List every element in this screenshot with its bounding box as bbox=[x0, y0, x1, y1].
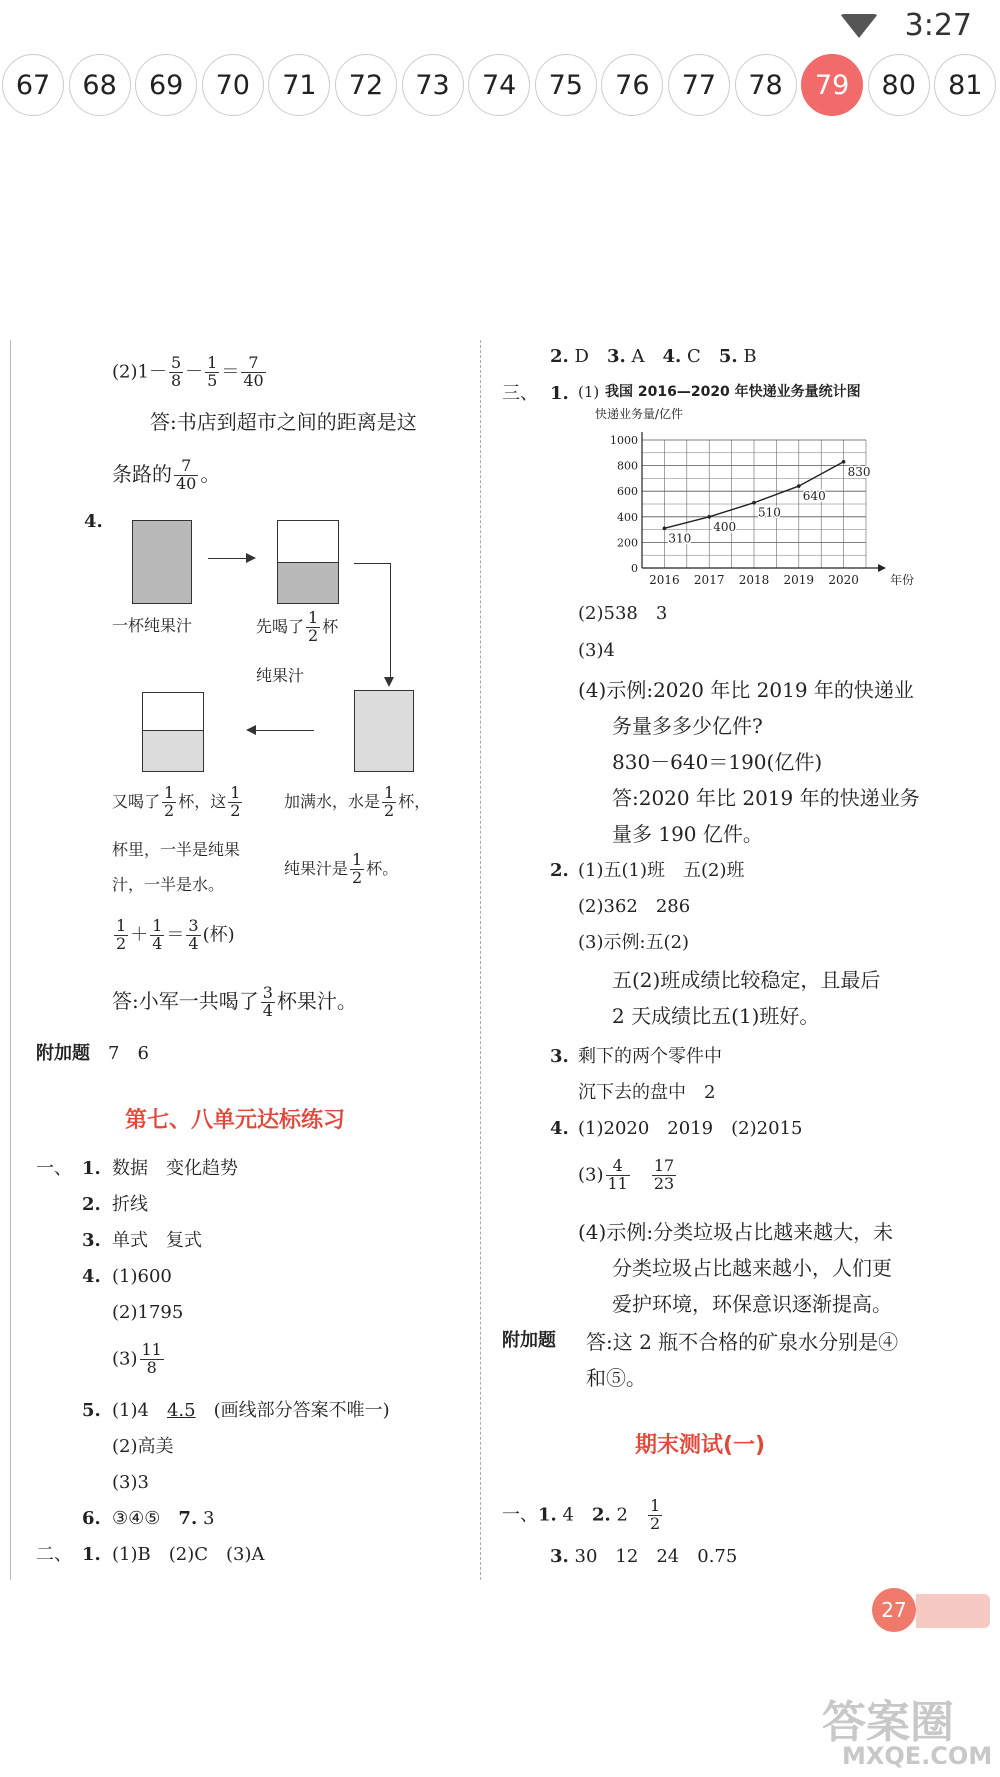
answer-text: (1)五(1)班 五(2)班 bbox=[578, 860, 745, 881]
data-label: 510 bbox=[758, 505, 781, 520]
answer-line: 答:小军一共喝了 $\frac{3}{4}$ 杯果汁。 bbox=[112, 983, 357, 1020]
question-number: 2. bbox=[82, 1194, 101, 1215]
answer-text: (2)362 286 bbox=[578, 896, 691, 917]
data-label: 830 bbox=[847, 464, 871, 479]
answer-text: (2)1795 bbox=[112, 1302, 184, 1323]
answer-text: (4)示例:2020 年比 2019 年的快递业 bbox=[578, 678, 914, 702]
page-button-71[interactable]: 71 bbox=[268, 54, 330, 116]
section-number: 三、 bbox=[502, 383, 538, 404]
mixed-cup bbox=[142, 692, 204, 772]
question-number: 1. bbox=[82, 1158, 101, 1179]
y-axis-label: 快递业务量/亿件 bbox=[595, 407, 684, 421]
x-tick-label: 2018 bbox=[738, 573, 770, 587]
page-selector bbox=[2, 54, 1000, 116]
y-tick-label: 800 bbox=[617, 459, 638, 473]
answer-text: 量多 190 亿件。 bbox=[612, 822, 763, 846]
page-button-79[interactable]: 79 bbox=[801, 54, 863, 116]
page-tab bbox=[916, 1594, 990, 1628]
x-axis-arrow bbox=[878, 564, 886, 572]
answer-text: (3) $\frac{4}{11}$ $\frac{17}{23}$ bbox=[578, 1156, 675, 1193]
y-tick-label: 1000 bbox=[610, 434, 638, 447]
page-button-80[interactable]: 80 bbox=[868, 54, 930, 116]
answer-text: (2)高美 bbox=[112, 1436, 174, 1457]
y-tick-label: 0 bbox=[631, 562, 638, 575]
full-cup bbox=[132, 520, 192, 604]
left-margin-line bbox=[10, 340, 11, 1580]
question-number: 4. bbox=[550, 1118, 569, 1139]
wifi-icon bbox=[840, 14, 878, 38]
chart-title: 我国 2016—2020 年快递业务量统计图 bbox=[605, 384, 861, 400]
answer-text: (1)600 bbox=[112, 1266, 172, 1287]
page-button-67[interactable]: 67 bbox=[2, 54, 64, 116]
answer-text: (3)4 bbox=[578, 640, 615, 661]
question-number: 4. bbox=[84, 511, 103, 532]
arrow-down bbox=[354, 563, 391, 682]
answer-line: 3. 30 12 24 0.75 bbox=[550, 1546, 738, 1567]
answer-text: 剩下的两个零件中 bbox=[578, 1046, 722, 1067]
eq-line-2: (2)1－ $\frac{5}{8}$ － $\frac{1}{5}$ ＝ $\frac{7}{40}$ bbox=[112, 353, 264, 390]
y-tick-label: 600 bbox=[617, 485, 638, 499]
watermark-url: MXQE.COM bbox=[842, 1742, 993, 1770]
answer-text: ③④⑤ 7. 3 bbox=[112, 1508, 215, 1529]
data-point bbox=[707, 515, 711, 519]
diagram-caption: 纯果汁 bbox=[256, 666, 305, 685]
answer-text: (3) $\frac{11}{8}$ bbox=[112, 1340, 162, 1377]
answer-text: 2 天成绩比五(1)班好。 bbox=[612, 1004, 820, 1028]
diagram-caption: 汁，一半是水。 bbox=[112, 875, 225, 894]
diagram-caption: 杯里，一半是纯果 bbox=[112, 840, 241, 859]
answer-text: 答:2020 年比 2019 年的快递业务 bbox=[612, 786, 920, 810]
answer-text: 和⑤。 bbox=[586, 1366, 646, 1390]
data-point bbox=[797, 484, 801, 488]
bonus-label: 附加题 bbox=[502, 1330, 556, 1351]
answer-text: (3)3 bbox=[112, 1472, 149, 1493]
answer-line: 答:书店到超市之间的距离是这 bbox=[150, 410, 417, 434]
answer-line: 一、1. 4 2. 2 $\frac{1}{2}$ bbox=[502, 1496, 661, 1533]
data-label: 400 bbox=[713, 519, 737, 534]
answer-text: (2)538 3 bbox=[578, 603, 668, 624]
x-tick-label: 2017 bbox=[693, 573, 725, 587]
page-button-73[interactable]: 73 bbox=[402, 54, 464, 116]
answer-text: 答:这 2 瓶不合格的矿泉水分别是④ bbox=[586, 1330, 899, 1354]
page-number: 27 bbox=[872, 1588, 916, 1632]
answer-text: (1)4 4.5 (画线部分答案不唯一) bbox=[112, 1400, 390, 1421]
data-point bbox=[842, 460, 846, 464]
diagram-caption: 先喝了 $\frac{1}{2}$ 杯 bbox=[256, 608, 339, 645]
answer-text: 爱护环境，环保意识逐渐提高。 bbox=[612, 1292, 892, 1316]
sum-equation: $\frac{1}{2}$ ＋ $\frac{1}{4}$ ＝ $\frac{3}{4}$ (杯) bbox=[116, 916, 235, 953]
section-number: 一、 bbox=[36, 1158, 72, 1179]
diagram-caption: 一杯纯果汁 bbox=[112, 616, 193, 635]
page-button-68[interactable]: 68 bbox=[69, 54, 131, 116]
bonus-label: 附加题 7 6 bbox=[36, 1043, 149, 1064]
status-time: 3:27 bbox=[904, 8, 972, 43]
answer-text: (1)B (2)C (3)A bbox=[112, 1544, 265, 1565]
answer-text: (3)示例:五(2) bbox=[578, 932, 690, 953]
answer-text: (1)2020 2019 (2)2015 bbox=[578, 1118, 803, 1139]
data-label: 310 bbox=[668, 531, 692, 546]
arrow-right bbox=[208, 558, 254, 559]
page-button-75[interactable]: 75 bbox=[535, 54, 597, 116]
line-chart bbox=[595, 382, 915, 592]
page-button-76[interactable]: 76 bbox=[601, 54, 663, 116]
page-button-72[interactable]: 72 bbox=[335, 54, 397, 116]
section-title: 第七、八单元达标练习 bbox=[125, 1108, 346, 1133]
diagram-caption: 纯果汁是 $\frac{1}{2}$ 杯。 bbox=[284, 850, 399, 887]
page-button-69[interactable]: 69 bbox=[135, 54, 197, 116]
y-tick-label: 400 bbox=[617, 510, 638, 524]
answer-text: 沉下去的盘中 2 bbox=[578, 1082, 716, 1103]
page-button-78[interactable]: 78 bbox=[735, 54, 797, 116]
question-number: 4. bbox=[82, 1266, 101, 1287]
x-tick-label: 2016 bbox=[649, 573, 680, 587]
page-button-74[interactable]: 74 bbox=[468, 54, 530, 116]
answer-text: 单式 复式 bbox=[112, 1230, 202, 1251]
question-number: 2. bbox=[550, 860, 569, 881]
data-point bbox=[752, 501, 756, 505]
answer-line: 2. D 3. A 4. C 5. B bbox=[550, 346, 757, 367]
x-tick-label: 2020 bbox=[828, 573, 859, 587]
x-axis-label: 年份 bbox=[890, 573, 915, 587]
half-cup bbox=[277, 520, 339, 604]
answer-text: (1) bbox=[578, 383, 600, 401]
column-divider bbox=[480, 340, 481, 1580]
section-number: 二、 bbox=[36, 1544, 72, 1565]
answer-text: 分类垃圾占比越来越小，人们更 bbox=[612, 1256, 892, 1280]
data-point bbox=[663, 527, 667, 531]
answer-text: 五(2)班成绩比较稳定，且最后 bbox=[612, 968, 881, 992]
arrow-left bbox=[248, 730, 314, 731]
diagram-caption: 又喝了 $\frac{1}{2}$ 杯，这 $\frac{1}{2}$ bbox=[112, 783, 241, 820]
page-button-70[interactable]: 70 bbox=[202, 54, 264, 116]
answer-text: 务量多多少亿件? bbox=[612, 714, 763, 738]
question-number: 6. bbox=[82, 1508, 101, 1529]
question-number: 1. bbox=[550, 383, 569, 404]
arrow-down-head bbox=[384, 677, 394, 687]
refilled-cup bbox=[354, 690, 414, 772]
answer-text: 数据 变化趋势 bbox=[112, 1158, 238, 1179]
section-title: 期末测试(一) bbox=[635, 1433, 766, 1458]
page-button-77[interactable]: 77 bbox=[668, 54, 730, 116]
question-number: 3. bbox=[550, 1046, 569, 1067]
diagram-caption: 加满水，水是 $\frac{1}{2}$ 杯， bbox=[284, 783, 431, 820]
answer-text: 830－640＝190(亿件) bbox=[612, 750, 823, 774]
answer-line: 条路的 $\frac{7}{40}$ 。 bbox=[112, 456, 221, 493]
answer-text: 折线 bbox=[112, 1194, 148, 1215]
y-tick-label: 200 bbox=[617, 536, 638, 550]
question-number: 5. bbox=[82, 1400, 101, 1421]
answer-text: (4)示例:分类垃圾占比越来越大，未 bbox=[578, 1220, 894, 1244]
watermark-logo: 答案圈 bbox=[822, 1697, 954, 1748]
data-label: 640 bbox=[802, 489, 826, 504]
question-number: 3. bbox=[82, 1230, 101, 1251]
page-button-81[interactable]: 81 bbox=[934, 54, 996, 116]
question-number: 1. bbox=[82, 1544, 101, 1565]
x-tick-label: 2019 bbox=[783, 573, 815, 587]
